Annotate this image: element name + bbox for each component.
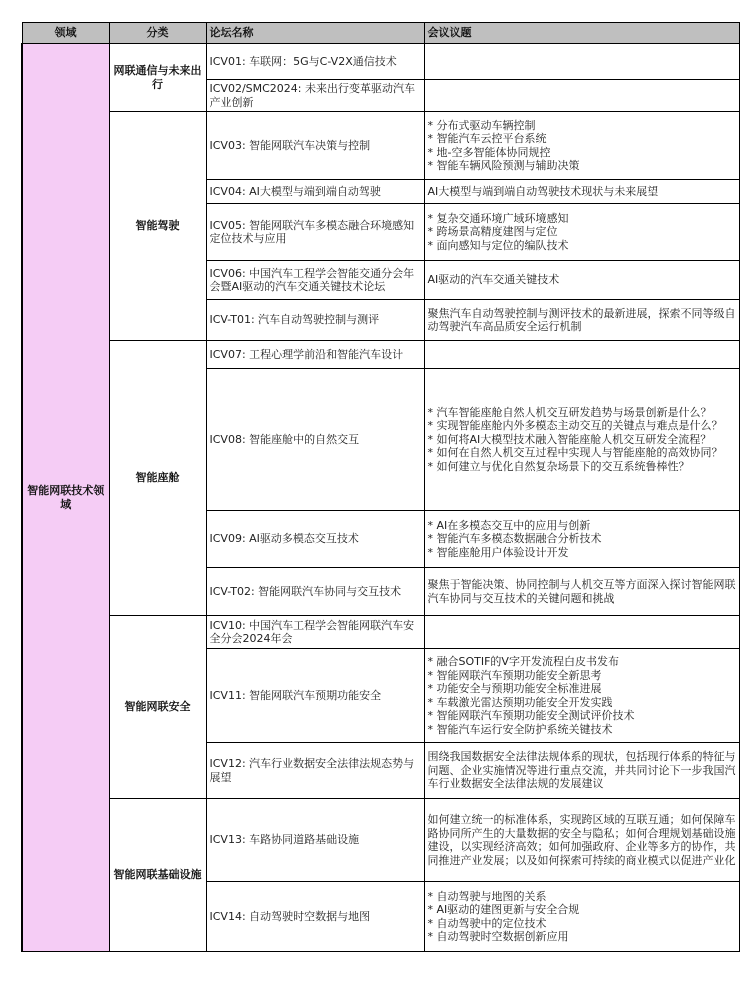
topic-line: * 跨场景高精度建图与定位 — [427, 225, 558, 239]
topic-line: 聚焦汽车自动驾驶控制与测评技术的最新进展，探索不同等级自动驾驶汽车高品质安全运行机制 — [427, 306, 736, 333]
topic-line: * 智能网联汽车预期功能安全新思考 — [427, 668, 602, 682]
forum-name-cell: ICV04: AI大模型与端到端自动驾驶 — [206, 180, 424, 204]
topic-line: * 车载激光雷达预期功能安全开发实践 — [427, 695, 613, 709]
header-domain: 领域 — [22, 23, 109, 44]
topic-line: * 智能汽车云控平台系统 — [427, 132, 547, 145]
topic-line: * 地-空多智能体协同规控 — [427, 145, 551, 159]
topic-line: * 自动驾驶中的定位技术 — [427, 916, 547, 930]
topic-cell — [424, 300, 739, 341]
topic-cell — [424, 616, 739, 649]
forum-name-cell: ICV11: 智能网联汽车预期功能安全 — [206, 649, 424, 743]
forum-name-cell: ICV-T01: 汽车自动驾驶控制与测评 — [206, 300, 424, 341]
topic-line: * 功能安全与预期功能安全标准进展 — [427, 682, 602, 695]
forum-name-cell: ICV07: 工程心理学前沿和智能汽车设计 — [206, 341, 424, 369]
table-row — [22, 799, 739, 882]
topic-line: * 如何在自然人机交互过程中实现人与智能座舱的高效协同？ — [427, 446, 723, 460]
topic-line: 聚焦于智能决策、协同控制与人机交互等方面深入探讨智能网联汽车协同与交互技术的关键问题和挑战 — [427, 578, 736, 605]
topic-line: * 智能汽车运行安全防护系统关键技术 — [427, 722, 613, 736]
forum-name-cell: ICV13: 车路协同道路基础设施 — [206, 799, 424, 882]
forum-name-cell: ICV-T02: 智能网联汽车协同与交互技术 — [206, 568, 424, 616]
topic-cell — [424, 369, 739, 511]
topic-cell — [424, 882, 739, 952]
topic-cell — [424, 112, 739, 180]
table-row — [22, 341, 739, 369]
topic-cell — [424, 80, 739, 112]
forum-name-cell: ICV08: 智能座舱中的自然交互 — [206, 369, 424, 511]
forum-name-cell: ICV02/SMC2024: 未来出行变革驱动汽车产业创新 — [206, 80, 424, 112]
topic-cell — [424, 204, 739, 261]
forum-name-cell: ICV05: 智能网联汽车多模态融合环境感知定位技术与应用 — [206, 204, 424, 261]
topic-line: * AI在多模态交互中的应用与创新 — [427, 518, 591, 532]
category-cell: 网联通信与未来出行 — [109, 44, 206, 112]
topic-line: * 面向感知与定位的编队技术 — [427, 238, 569, 252]
topic-line: * 自动驾驶与地图的关系 — [427, 889, 547, 903]
domain-cell: 智能网联技术领域 — [22, 44, 109, 952]
header-category: 分类 — [109, 23, 206, 44]
topic-line: * 如何将AI大模型技术融入智能座舱人机交互研发全流程？ — [427, 432, 712, 446]
category-cell: 智能座舱 — [109, 341, 206, 616]
header-forum: 论坛名称 — [206, 23, 424, 44]
topic-cell — [424, 261, 739, 300]
table-row — [22, 44, 739, 80]
topic-line: 围绕我国数据安全法律法规体系的现状，包括现行体系的特征与问题、企业实施情况等进行重点交流，并共同讨论下一步我国汽车行业数据安全法律法规的发展建议 — [427, 750, 736, 791]
topic-line: * 融合SOTIF的V字开发流程白皮书发布 — [427, 655, 619, 668]
topic-cell — [424, 44, 739, 80]
forum-name-cell: ICV12: 汽车行业数据安全法律法规态势与展望 — [206, 743, 424, 799]
header-topic: 会议议题 — [424, 23, 739, 44]
topic-line: * 复杂交通环境广域环境感知 — [427, 211, 569, 225]
topic-line: AI大模型与端到端自动驾驶技术现状与未来展望 — [427, 184, 659, 198]
topic-line: * 智能座舱用户体验设计开发 — [427, 545, 569, 559]
topic-line: * 智能网联汽车预期功能安全测试评价技术 — [427, 709, 635, 722]
forum-table — [21, 22, 740, 952]
topic-line: * 分布式驱动车辆控制 — [427, 118, 536, 132]
topic-line: * 实现智能座舱内外多模态主动交互的关键点与难点是什么？ — [427, 419, 723, 433]
topic-line: AI驱动的汽车交通关键技术 — [427, 273, 560, 287]
topic-cell — [424, 743, 739, 799]
topic-cell — [424, 180, 739, 204]
category-cell: 智能网联基础设施 — [109, 799, 206, 952]
header-row — [22, 23, 739, 44]
topic-cell — [424, 568, 739, 616]
topic-line: 如何建立统一的标准体系，实现跨区域的互联互通；如何保障车路协同所产生的大量数据的安全与隐私；如何合理规划基础设施建设，以实现经济高效；如何加强政府、企业等多方的协作，共同推进产业发展；以及如何探索可持续的商业模式以促进产业化 — [427, 813, 736, 867]
topic-line: * 如何建立与优化自然复杂场景下的交互系统鲁棒性？ — [427, 459, 690, 473]
forum-name-cell: ICV06: 中国汽车工程学会智能交通分会年会暨AI驱动的汽车交通关键技术论坛 — [206, 261, 424, 300]
topic-cell — [424, 799, 739, 882]
topic-line: * 汽车智能座舱自然人机交互研发趋势与场景创新是什么？ — [427, 405, 712, 419]
topic-line: * 智能汽车多模态数据融合分析技术 — [427, 532, 602, 546]
table-row — [22, 616, 739, 649]
forum-name-cell: ICV01: 车联网：5G与C-V2X通信技术 — [206, 44, 424, 80]
topic-line: * 自动驾驶时空数据创新应用 — [427, 930, 569, 943]
forum-name-cell: ICV14: 自动驾驶时空数据与地图 — [206, 882, 424, 952]
topic-line: * AI驱动的建图更新与安全合规 — [427, 903, 580, 916]
forum-name-cell: ICV10: 中国汽车工程学会智能网联汽车安全分会2024年会 — [206, 616, 424, 649]
forum-name-cell: ICV03: 智能网联汽车决策与控制 — [206, 112, 424, 180]
topic-cell — [424, 649, 739, 743]
topic-cell — [424, 511, 739, 568]
topic-cell — [424, 341, 739, 369]
category-cell: 智能网联安全 — [109, 616, 206, 799]
topic-line: * 智能车辆风险预测与辅助决策 — [427, 159, 580, 172]
table-row — [22, 112, 739, 180]
table-body — [22, 44, 739, 952]
forum-name-cell: ICV09: AI驱动多模态交互技术 — [206, 511, 424, 568]
category-cell: 智能驾驶 — [109, 112, 206, 341]
